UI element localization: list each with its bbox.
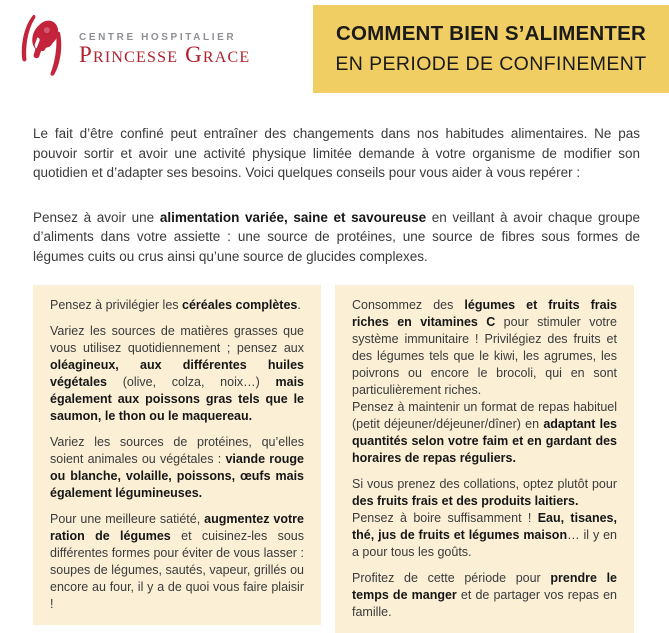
- paragraph: [50, 434, 304, 502]
- text-segment-bold: mais également aux poissons gras tels que le saumon, le thon ou le maquereau.: [50, 375, 304, 423]
- text-segment-bold: viande rouge ou blanche, volaille, poissons, œufs mais également légumineuses.: [50, 452, 304, 500]
- logo-text: [79, 32, 250, 67]
- text-segment-bold: adaptant les quantités selon votre faim et en gardant des horaires de repas réguliers.: [352, 417, 618, 465]
- text-segment: (olive, colza, noix…): [106, 375, 276, 389]
- text-segment: Pensez à privilégier les: [50, 298, 183, 312]
- paragraph: [352, 476, 617, 510]
- paragraph: [352, 510, 617, 561]
- text-segment: pour stimuler votre système immunitaire ! Privilégiez des fruits et des légumes tels que le kiwi, les agrumes, les poivrons ou encore le brocoli, qui en sont particulièrement riches.: [352, 315, 618, 397]
- text-segment: et de partager vos repas en famille.: [352, 588, 617, 619]
- paragraph: [50, 297, 304, 314]
- advice-panel-left: [33, 285, 321, 625]
- text-segment: Pour une meilleure satiété,: [50, 512, 205, 526]
- text-segment: Pensez à boire suffisamment !: [352, 511, 538, 525]
- text-segment-bold: augmentez votre ration de légumes: [50, 512, 304, 543]
- paragraph: [33, 208, 640, 267]
- paragraph: [352, 399, 617, 467]
- text-segment: Variez les sources de matières grasses que vous utilisez quotidiennement ; pensez aux: [50, 324, 304, 355]
- text-segment-bold: oléagineux, aux différentes huiles végétales: [50, 358, 304, 389]
- princess-grace-profile-icon: [12, 12, 74, 80]
- hospital-logo: [12, 12, 250, 80]
- text-segment: Pensez à maintenir un format de repas habituel (petit déjeuner/déjeuner/dîner) en: [352, 400, 617, 431]
- title-line-2: EN PERIODE DE CONFINEMENT: [335, 53, 647, 75]
- paragraph: [352, 297, 617, 399]
- text-segment-bold: prendre le temps de manger: [352, 571, 617, 602]
- text-segment-bold: légumes et fruits frais riches en vitamines C: [352, 298, 618, 329]
- title-line-1: COMMENT BIEN S’ALIMENTER: [335, 22, 647, 45]
- logo-org-type: CENTRE HOSPITALIER: [79, 31, 237, 43]
- paragraph: [33, 124, 640, 183]
- text-segment-bold: des fruits frais et des produits laitiers.: [352, 494, 579, 508]
- text-segment-bold: céréales complètes: [182, 298, 298, 312]
- intro-section: [33, 124, 640, 266]
- text-segment: Consommez des: [352, 298, 465, 312]
- text-segment-bold: alimentation variée, saine et savoureuse: [159, 209, 427, 225]
- title-banner: [313, 5, 669, 93]
- advice-panel-right: [335, 285, 634, 633]
- text-segment: et cuisinez-les sous différentes formes pour éviter de vous lasser : soupes de légumes, sautés, vapeur, grillés ou encore au four, il y a de quoi vous faire plaisir !: [50, 529, 304, 611]
- paragraph: [352, 570, 617, 621]
- text-segment: Le fait d’être confiné peut entraîner des changements dans nos habitudes alimentaires. Ne pas pouvoir sortir et avoir une activité physique limitée demande à votre organisme de modifier son quotidien et d’adapter ses besoins. Voici quelques conseils pour vous aider à vous repérer :: [33, 126, 640, 180]
- paragraph: [50, 511, 304, 613]
- text-segment: … il y en a pour tous les goûts.: [352, 528, 617, 559]
- text-segment: en veillant à avoir chaque groupe d’aliments dans votre assiette : une source de protéines, une source de fibres sous formes de légumes cuits ou crus ainsi qu’une source de glucides complexes.: [33, 209, 641, 264]
- text-segment-bold: Eau, tisanes, thé, jus de fruits et légumes maison: [352, 511, 617, 542]
- text-segment: Pensez à avoir une: [33, 209, 160, 225]
- text-segment: Si vous prenez des collations, optez plutôt pour: [352, 477, 617, 491]
- paragraph: [50, 323, 304, 425]
- text-segment: Variez les sources de protéines, qu’elles soient animales ou végétales :: [50, 435, 304, 466]
- text-segment: Profitez de cette période pour: [352, 571, 551, 585]
- logo-org-name: Princesse Grace: [79, 41, 251, 67]
- text-segment: .: [297, 298, 301, 312]
